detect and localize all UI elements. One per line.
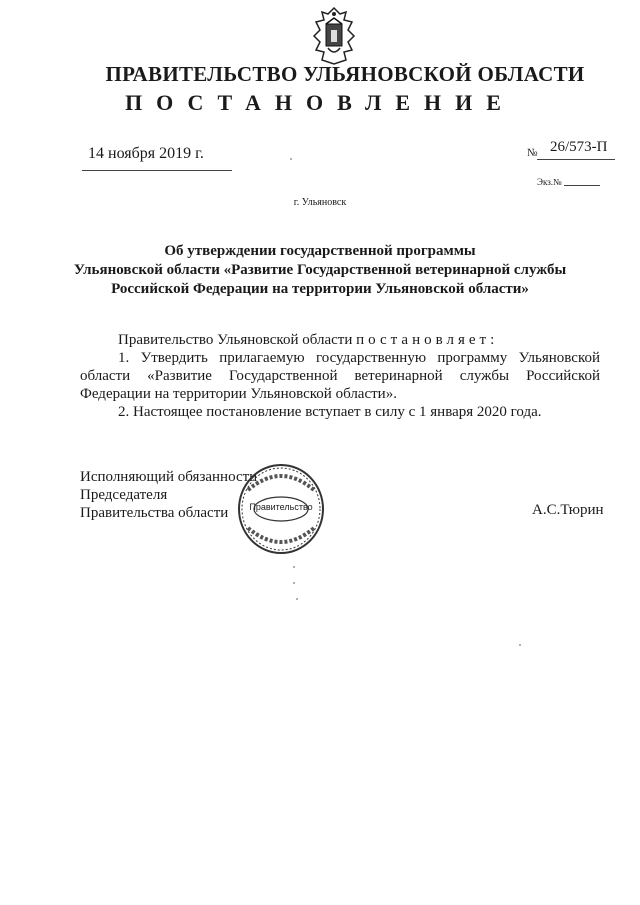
clause-1: 1. Утвердить прилагаемую государственную программу Ульяновской области «Развитие Государственной ветеринарной службы Российской Федерации на территории Ульяновской области». xyxy=(80,350,600,402)
signature-position-line: Правительства области xyxy=(80,505,229,521)
scan-speck xyxy=(290,158,292,160)
intro-prefix: Правительство Ульяновской области xyxy=(118,332,353,348)
intro-verb: постановляет: xyxy=(356,332,499,348)
document-number: 26/573-П xyxy=(550,139,608,155)
signature-block xyxy=(80,468,257,522)
number-label: № xyxy=(527,147,538,159)
seal-center-text: Правительство xyxy=(249,502,313,512)
scan-speck xyxy=(293,566,295,568)
scan-speck xyxy=(293,582,295,584)
subject-line: Российской Федерации на территории Ульяновской области» xyxy=(111,281,529,297)
copy-number-label: Экз.№ xyxy=(537,177,562,187)
intro-paragraph xyxy=(80,331,600,349)
signature-position-line: Исполняющий обязанности xyxy=(80,469,258,485)
government-title: ПРАВИТЕЛЬСТВО УЛЬЯНОВСКОЙ ОБЛАСТИ xyxy=(105,62,585,86)
document-date: 14 ноября 2019 г. xyxy=(88,145,204,162)
document-type-title: ПОСТАНОВЛЕНИЕ xyxy=(125,90,515,115)
date-underline xyxy=(82,170,232,171)
document-subject xyxy=(60,242,580,299)
signer-name: А.С.Тюрин xyxy=(532,502,604,518)
document-body xyxy=(80,331,600,421)
coat-of-arms-emblem xyxy=(306,6,362,66)
clause-2: 2. Настоящее постановление вступает в силу с 1 января 2020 года. xyxy=(118,404,542,420)
copy-number-underline xyxy=(564,185,600,186)
subject-line: Об утверждении государственной программы xyxy=(164,243,476,259)
scan-speck xyxy=(519,644,521,646)
scan-speck xyxy=(296,598,298,600)
subject-line: Ульяновской области «Развитие Государственной ветеринарной службы xyxy=(73,262,567,278)
city-label: г. Ульяновск xyxy=(293,197,347,208)
signature-position-line: Председателя xyxy=(80,487,168,503)
number-underline xyxy=(537,159,615,160)
